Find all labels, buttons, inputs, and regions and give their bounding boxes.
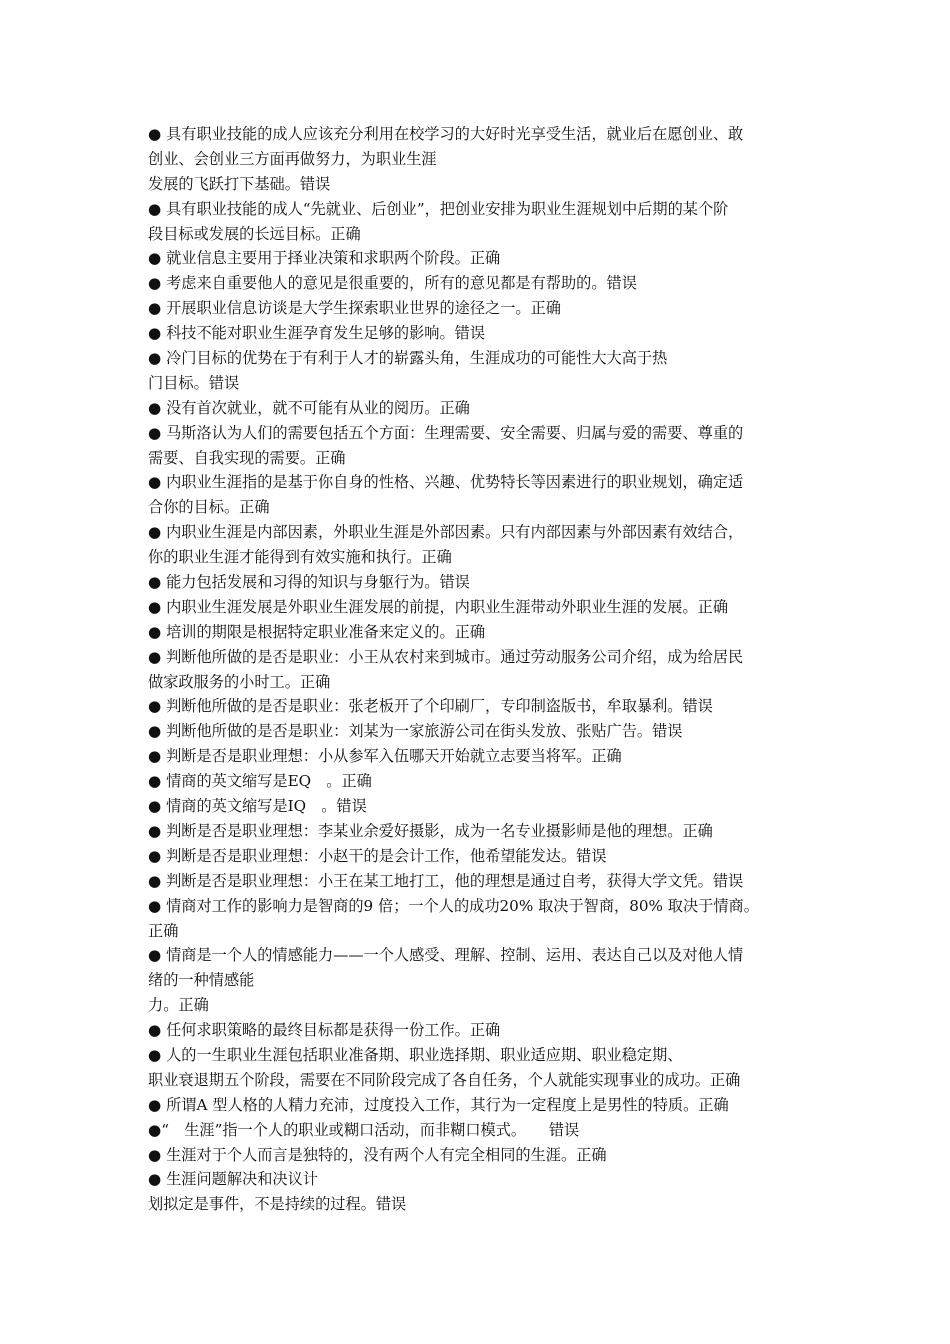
text-line: ● 考虑来自重要他人的意见是很重要的，所有的意见都是有帮助的。错误 [148, 274, 637, 293]
text-line: ● 所谓A 型人格的人精力充沛，过度投入工作，其行为一定程度上是男性的特质。正确 [148, 1095, 729, 1114]
text-line: 做家政服务的小时工。正确 [148, 672, 331, 691]
text-line: ● 判断是否是职业理想：小王在某工地打工，他的理想是通过自考，获得大学文凭。错误 [148, 871, 744, 890]
text-line: 你的职业生涯才能得到有效实施和执行。正确 [148, 548, 452, 567]
document-body [148, 122, 808, 1217]
text-line: ● 情商对工作的影响力是智商的9 倍；一个人的成功20% 取决于智商，80% 取决于情商。 [148, 896, 759, 915]
text-line: 职业衰退期五个阶段，需要在不同阶段完成了各自任务，个人就能实现事业的成功。正确 [148, 1070, 741, 1089]
text-line: ● 内职业生涯发展是外职业生涯发展的前提，内职业生涯带动外职业生涯的发展。正确 [148, 597, 729, 616]
text-line: ● 没有首次就业，就不可能有从业的阅历。正确 [148, 398, 470, 417]
text-line: ● 判断他所做的是否是职业：张老板开了个印刷厂，专印制盗版书，牟取暴利。错误 [148, 697, 713, 716]
text-line: 创业、会创业三方面再做努力，为职业生涯 [148, 149, 437, 168]
text-line: ● 情商的英文缩写是EQ 。正确 [148, 772, 372, 791]
text-line: ● 内职业生涯是内部因素，外职业生涯是外部因素。只有内部因素与外部因素有效结合， [148, 523, 744, 542]
text-line: 需要、自我实现的需要。正确 [148, 448, 346, 467]
text-line: 划拟定是事件，不是持续的过程。错误 [148, 1195, 407, 1214]
text-line: ● 开展职业信息访谈是大学生探索职业世界的途径之一。正确 [148, 299, 561, 318]
text-line: ● 生涯对于个人而言是独特的，没有两个人有完全相同的生涯。正确 [148, 1145, 607, 1164]
text-line: 合你的目标。正确 [148, 498, 270, 517]
text-line: ● 具有职业技能的成人应该充分利用在校学习的大好时光享受生活，就业后在愿创业、敢 [148, 125, 744, 143]
text-line: ● 冷门目标的优势在于有利于人才的崭露头角，生涯成功的可能性大大高于热 [148, 349, 668, 368]
text-line: ● 培训的期限是根据特定职业准备来定义的。正确 [148, 622, 486, 641]
text-line: ● 任何求职策略的最终目标都是获得一份工作。正确 [148, 1021, 501, 1040]
text-line: ● 判断他所做的是否是职业：刘某为一家旅游公司在街头发放、张贴广告。错误 [148, 722, 683, 741]
text-line: 门目标。错误 [148, 373, 240, 392]
text-line: ● 内职业生涯指的是基于你自身的性格、兴趣、优势特长等因素进行的职业规划，确定适 [148, 473, 744, 492]
text-line: ● 科技不能对职业生涯孕育发生足够的影响。错误 [148, 324, 486, 343]
text-line: ● 马斯洛认为人们的需要包括五个方面：生理需要、安全需要、归属与爱的需要、尊重的 [148, 423, 744, 442]
text-line: ●“ 生涯”指一个人的职业或糊口活动，而非糊口模式。 错误 [148, 1120, 580, 1139]
text-line: 力。正确 [148, 996, 209, 1015]
text-line: ● 情商的英文缩写是IQ 。错误 [148, 797, 367, 816]
text-line: ● 判断他所做的是否是职业：小王从农村来到城市。通过劳动服务公司介绍，成为给居民 [148, 647, 744, 666]
text-line: ● 具有职业技能的成人“先就业、后创业”，把创业安排为职业生涯规划中后期的某个阶 [148, 199, 729, 218]
text-line: ● 情商是一个人的情感能力——一个人感受、理解、控制、运用、表达自己以及对他人情 [148, 946, 744, 965]
text-line: 绪的一种情感能 [148, 971, 255, 990]
text-line: ● 能力包括发展和习得的知识与身躯行为。错误 [148, 573, 470, 592]
text-line: ● 判断是否是职业理想：李某业余爱好摄影，成为一名专业摄影师是他的理想。正确 [148, 821, 713, 840]
text-line: ● 生涯问题解决和决议计 [148, 1170, 318, 1189]
text-line: ● 就业信息主要用于择业决策和求职两个阶段。正确 [148, 249, 501, 268]
text-line: ● 判断是否是职业理想：小从参军入伍哪天开始就立志要当将军。正确 [148, 747, 622, 766]
text-line: 发展的飞跃打下基础。错误 [148, 174, 331, 193]
text-line: 段目标或发展的长远目标。正确 [148, 224, 361, 243]
text-line: ● 人的一生职业生涯包括职业准备期、职业选择期、职业适应期、职业稳定期、 [148, 1045, 683, 1064]
text-line: ● 判断是否是职业理想：小赵干的是会计工作，他希望能发达。错误 [148, 846, 607, 865]
text-line: 正确 [148, 921, 179, 940]
